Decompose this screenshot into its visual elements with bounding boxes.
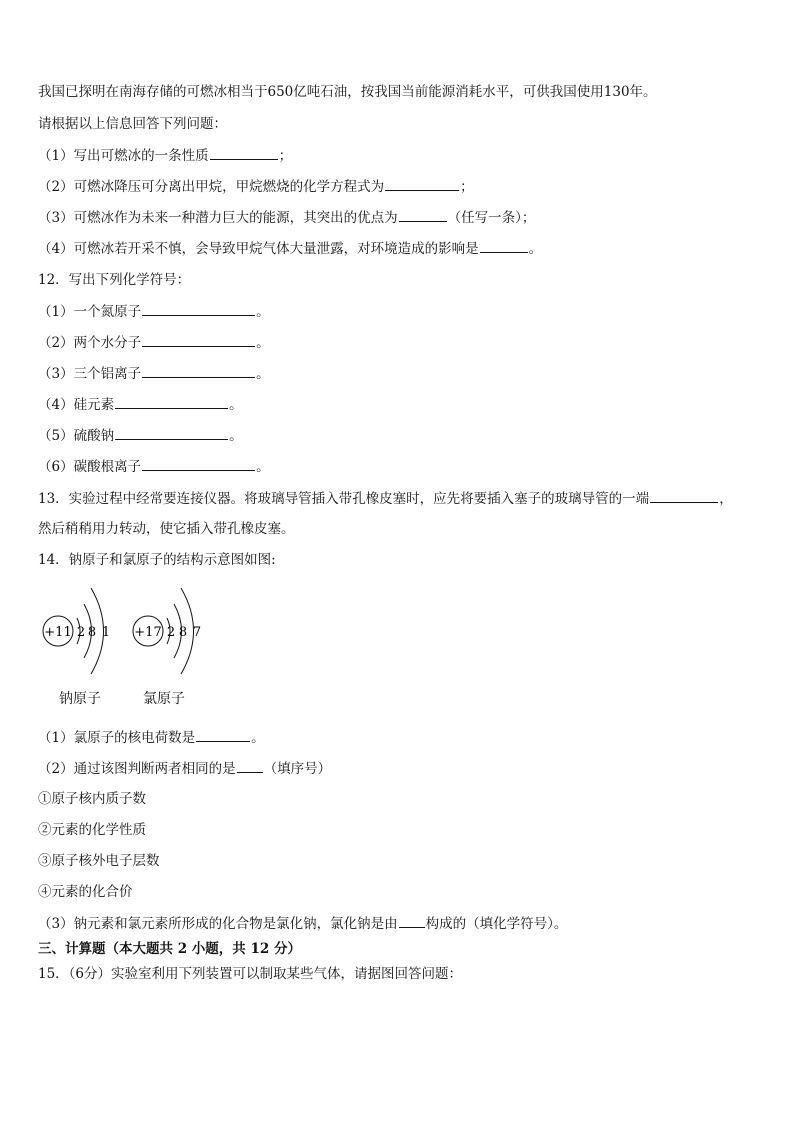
- q13-line1: 13．实验过程中经常要连接仪器。将玻璃导管插入带孔橡皮塞时，应先将要插入塞子的玻璃导管的一端 ，: [38, 491, 733, 507]
- chlorine-atom-diagram: [133, 588, 201, 674]
- answer-blank[interactable]: [399, 208, 447, 222]
- q11-part1: （1）写出可燃冰的一条性质 ；: [38, 148, 293, 164]
- chlorine-shell2-electrons: 8: [178, 625, 188, 640]
- q14-title: 14．钠原子和氯原子的结构示意图如图:: [38, 552, 276, 568]
- answer-blank[interactable]: [237, 759, 263, 773]
- q12-item: （1）一个氮原子 。: [38, 304, 270, 320]
- q14-part1: （1）氯原子的核电荷数是 。: [38, 730, 265, 746]
- chlorine-nucleus-charge: +17: [134, 625, 162, 640]
- q11-part4: （4）可燃冰若开采不慎，会导致甲烷气体大量泄露，对环境造成的影响是 。: [38, 241, 543, 257]
- answer-blank[interactable]: [385, 177, 459, 191]
- q14-part3: （3）钠元素和氯元素所形成的化合物是氯化钠，氯化钠是由 构成的（填化学符号）。: [38, 916, 568, 932]
- q12-title: 12．写出下列化学符号：: [38, 272, 191, 288]
- q14-option: ②元素的化学性质: [38, 822, 146, 838]
- sodium-shell1-electrons: 2: [76, 625, 86, 640]
- sodium-atom-diagram: [43, 588, 110, 674]
- sodium-shell3-electrons: 1: [101, 625, 111, 640]
- answer-blank[interactable]: [115, 426, 228, 440]
- q14-option: ①原子核内质子数: [38, 791, 146, 807]
- q13-line2: 然后稍稍用力转动，使它插入带孔橡皮塞。: [38, 521, 295, 537]
- answer-blank[interactable]: [210, 146, 278, 160]
- sodium-nucleus-charge: +11: [44, 625, 72, 640]
- chlorine-shell1-electrons: 2: [166, 625, 176, 640]
- intro-prompt: 请根据以上信息回答下列问题：: [38, 116, 227, 132]
- section-title: 三、计算题（本大题共 2 小题，共 12 分）: [38, 941, 301, 957]
- intro-reserves: 我国已探明在南海存储的可燃冰相当于650亿吨石油，按我国当前能源消耗水平，可供我国使用130年。: [38, 84, 657, 100]
- sodium-shell2-electrons: 8: [87, 625, 97, 640]
- answer-blank[interactable]: [480, 239, 528, 253]
- answer-blank[interactable]: [142, 302, 255, 316]
- q12-item: （4）硅元素 。: [38, 397, 243, 413]
- answer-blank[interactable]: [196, 728, 250, 742]
- answer-blank[interactable]: [650, 489, 718, 503]
- answer-blank[interactable]: [115, 395, 228, 409]
- atom-structure-diagram: [36, 582, 216, 682]
- chlorine-caption: 氯原子: [143, 691, 185, 707]
- q12-item: （6）碳酸根离子 。: [38, 459, 270, 475]
- q11-part3: （3）可燃冰作为未来一种潜力巨大的能源，其突出的优点为 （任写一条）；: [38, 210, 536, 226]
- q14-part2: （2）通过该图判断两者相同的是 （填序号）: [38, 761, 332, 777]
- answer-blank[interactable]: [142, 333, 255, 347]
- q15-text: 15．（6分）实验室利用下列装置可以制取某些气体，请据图回答问题：: [38, 966, 463, 982]
- q12-item: （2）两个水分子 。: [38, 335, 270, 351]
- q11-part2: （2）可燃冰降压可分离出甲烷，甲烷燃烧的化学方程式为 ；: [38, 179, 474, 195]
- sodium-caption: 钠原子: [59, 691, 101, 707]
- q14-option: ③原子核外电子层数: [38, 853, 160, 869]
- q14-option: ④元素的化合价: [38, 884, 133, 900]
- answer-blank[interactable]: [142, 457, 255, 471]
- answer-blank[interactable]: [142, 364, 255, 378]
- answer-blank[interactable]: [399, 914, 425, 928]
- chlorine-shell3-electrons: 7: [192, 625, 202, 640]
- q12-item: （3）三个铝离子 。: [38, 366, 270, 382]
- q12-item: （5）硫酸钠 。: [38, 428, 243, 444]
